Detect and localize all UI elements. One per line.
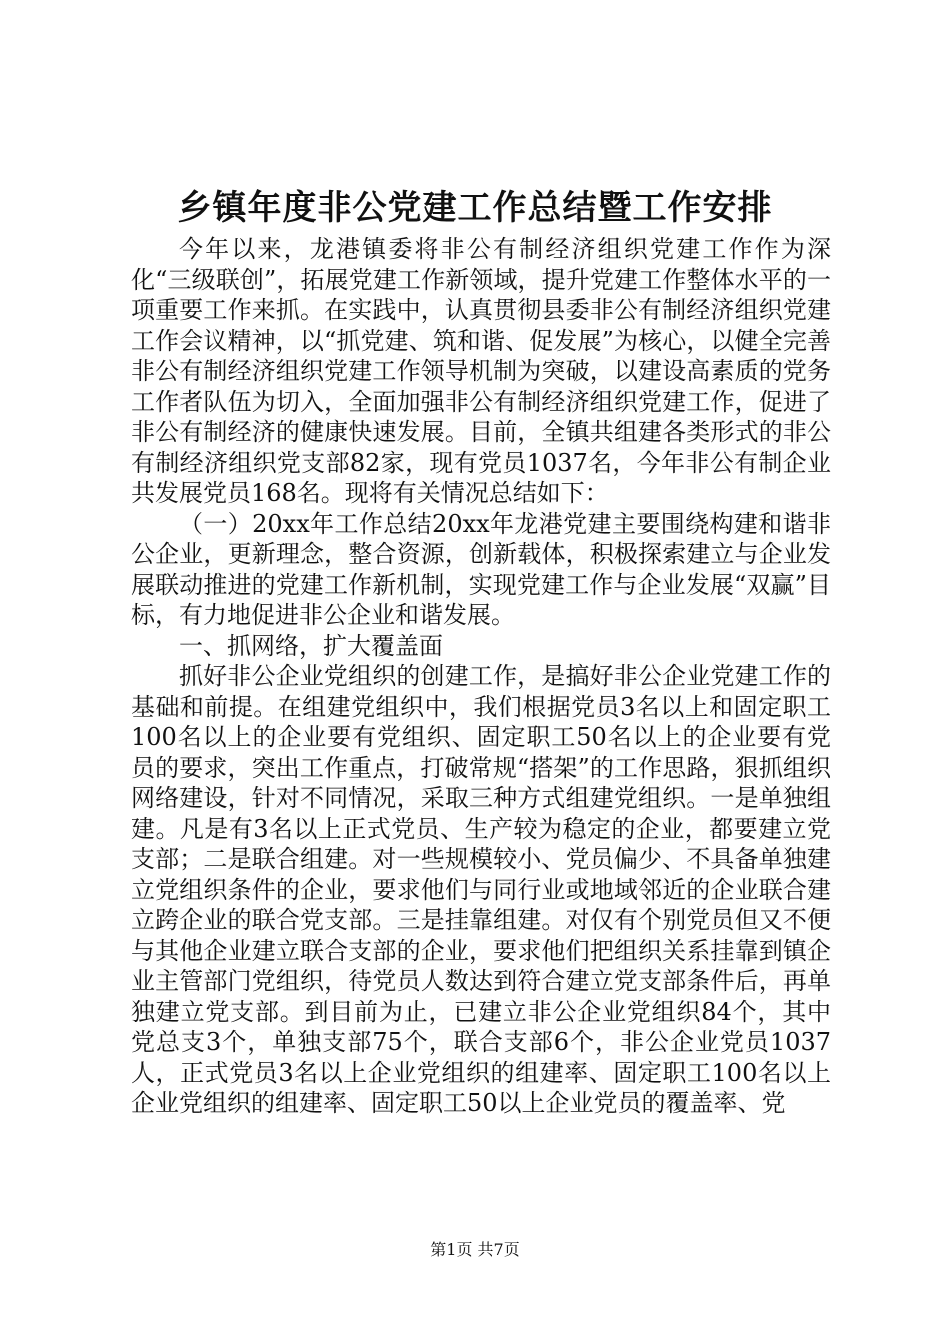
paragraph-summary: （一）20xx年工作总结20xx年龙港党建主要围绕构建和谐非公企业，更新理念，整合资源，创新载体，积极探索建立与企业发展联动推进的党建工作新机制，实现党建工作与企业发展“双赢”目标，有力地促进非公企业和谐发展。	[131, 509, 831, 629]
paragraph-network: 抓好非公企业党组织的创建工作，是搞好非公企业党建工作的基础和前提。在组建党组织中，我们根据党员3名以上和固定职工100名以上的企业要有党组织、固定职工50名以上的企业要有党员的要求，突出工作重点，打破常规“搭架”的工作思路，狠抓组织网络建设，针对不同情况，采取三种方式组建党组织。一是单独组建。凡是有3名以上正式党员、生产较为稳定的企业，都要建立党支部；二是联合组建。对一些规模较小、党员偏少、不具备单独建立党组织条件的企业，要求他们与同行业或地域邻近的企业联合建立跨企业的联合党支部。三是挂靠组建。对仅有个别党员但又不便与其他企业建立联合支部的企业，要求他们把组织关系挂靠到镇企业主管部门党组织，待党员人数达到符合建立党支部条件后，再单独建立党支部。到目前为止，已建立非公企业党组织84个，其中党总支3个，单独支部75个，联合支部6个，非公企业党员1037人，正式党员3名以上企业党组织的组建率、固定职工100名以上企业党组织的组建率、固定职工50以上企业党员的覆盖率、党	[131, 662, 831, 1117]
document-title: 乡镇年度非公党建工作总结暨工作安排	[177, 188, 773, 228]
paragraph-intro: 今年以来，龙港镇委将非公有制经济组织党建工作作为深化“三级联创”，拓展党建工作新领域，提升党建工作整体水平的一项重要工作来抓。在实践中，认真贯彻县委非公有制经济组织党建工作会议精神，以“抓党建、筑和谐、促发展”为核心，以健全完善非公有制经济组织党建工作领导机制为突破，以建设高素质的党务工作者队伍为切入，全面加强非公有制经济组织党建工作，促进了非公有制经济的健康快速发展。目前，全镇共组建各类形式的非公有制经济组织党支部82家，现有党员1037名，今年非公有制企业共发展党员168名。现将有关情况总结如下：	[131, 235, 831, 507]
section-heading: 一、抓网络，扩大覆盖面	[179, 631, 443, 660]
document-body	[131, 234, 831, 1119]
page-number: 第1页 共7页	[430, 1240, 520, 1259]
